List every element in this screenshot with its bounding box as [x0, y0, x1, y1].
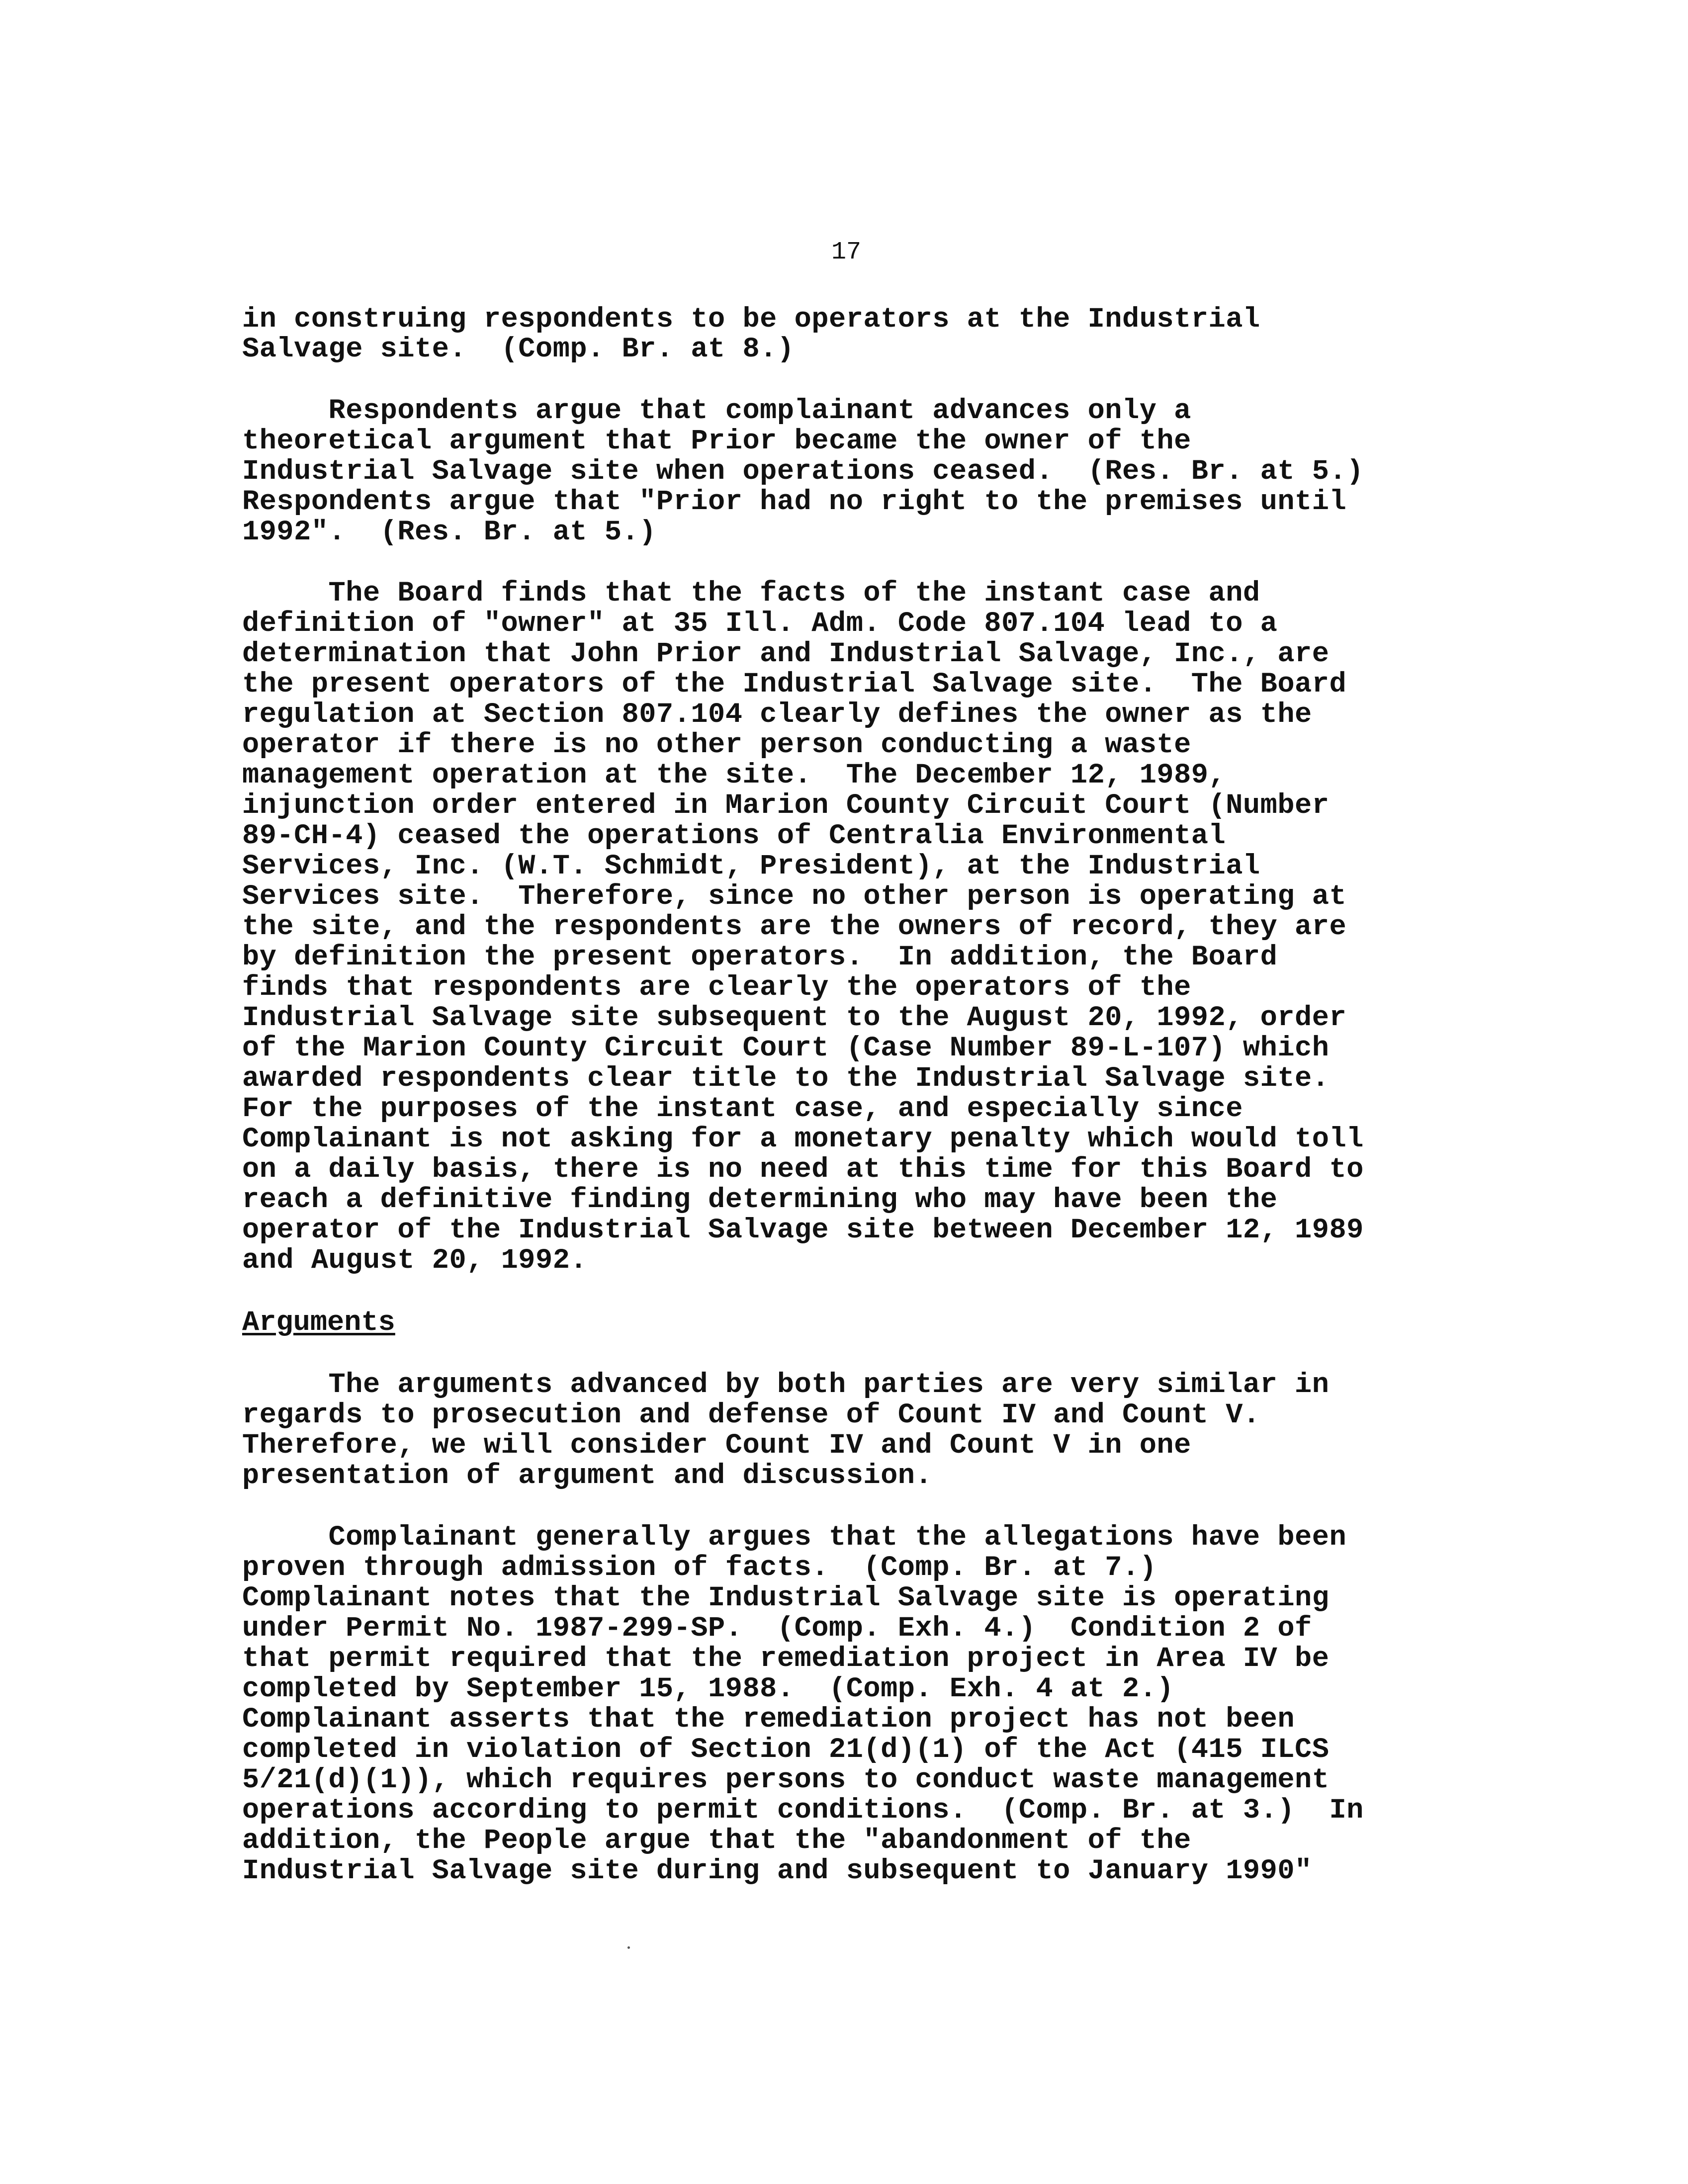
text-line: operator if there is no other person conducting a waste: [242, 729, 1191, 761]
text-line: injunction order entered in Marion County Circuit Court (Number: [242, 790, 1330, 822]
text-line: 5/21(d)(1)), which requires persons to conduct waste management: [242, 1764, 1330, 1796]
text-line: The arguments advanced by both parties are very similar in: [242, 1369, 1330, 1401]
text-line: reach a definitive finding determining who may have been the: [242, 1184, 1278, 1216]
text-line: theoretical argument that Prior became the owner of the: [242, 426, 1191, 457]
text-line: Services, Inc. (W.T. Schmidt, President), at the Industrial: [242, 851, 1260, 882]
text-line: Respondents argue that "Prior had no right to the premises until: [242, 486, 1347, 518]
text-line: the present operators of the Industrial Salvage site. The Board: [242, 669, 1347, 700]
text-line: Complainant is not asking for a monetary penalty which would toll: [242, 1124, 1364, 1155]
text-line: on a daily basis, there is no need at this time for this Board to: [242, 1154, 1364, 1186]
text-line: completed in violation of Section 21(d)(1) of the Act (415 ILCS: [242, 1734, 1330, 1766]
text-line: and August 20, 1992.: [242, 1245, 588, 1277]
text-line: presentation of argument and discussion.: [242, 1460, 933, 1492]
text-line: Industrial Salvage site during and subsequent to January 1990": [242, 1855, 1312, 1887]
text-line: addition, the People argue that the "abandonment of the: [242, 1825, 1191, 1857]
text-line: 89-CH-4) ceased the operations of Centralia Environmental: [242, 820, 1226, 852]
text-line: under Permit No. 1987-299-SP. (Comp. Exh. 4.) Condition 2 of: [242, 1613, 1312, 1645]
text-line: Industrial Salvage site subsequent to the August 20, 1992, order: [242, 1002, 1347, 1034]
text-line: Complainant generally argues that the allegations have been: [242, 1522, 1347, 1554]
text-line: definition of "owner" at 35 Ill. Adm. Code 807.104 lead to a: [242, 608, 1278, 640]
text-line: completed by September 15, 1988. (Comp. Exh. 4 at 2.): [242, 1673, 1174, 1705]
text-line: Complainant notes that the Industrial Salvage site is operating: [242, 1582, 1330, 1614]
text-line: operator of the Industrial Salvage site between December 12, 1989: [242, 1215, 1364, 1246]
text-line: management operation at the site. The December 12, 1989,: [242, 760, 1226, 791]
text-line: regards to prosecution and defense of Count IV and Count V.: [242, 1399, 1260, 1431]
text-line: awarded respondents clear title to the Industrial Salvage site.: [242, 1063, 1330, 1095]
text-line: Services site. Therefore, since no other person is operating at: [242, 881, 1347, 913]
text-line: operations according to permit conditions. (Comp. Br. at 3.) In: [242, 1795, 1364, 1827]
scan-speck: [627, 1946, 630, 1949]
text-line: by definition the present operators. In addition, the Board: [242, 942, 1278, 973]
text-line: Therefore, we will consider Count IV and Count V in one: [242, 1430, 1191, 1462]
text-line: Complainant asserts that the remediation project has not been: [242, 1704, 1295, 1736]
text-line: Industrial Salvage site when operations ceased. (Res. Br. at 5.): [242, 456, 1364, 488]
text-line: The Board finds that the facts of the instant case and: [242, 578, 1260, 610]
text-line: that permit required that the remediation project in Area IV be: [242, 1643, 1330, 1675]
text-line: Respondents argue that complainant advances only a: [242, 395, 1191, 427]
text-line: regulation at Section 807.104 clearly defines the owner as the: [242, 699, 1312, 731]
text-line: determination that John Prior and Industrial Salvage, Inc., are: [242, 638, 1330, 670]
text-line: For the purposes of the instant case, and especially since: [242, 1093, 1243, 1125]
text-line: in construing respondents to be operators at the Industrial: [242, 304, 1260, 336]
text-line: of the Marion County Circuit Court (Case Number 89-L-107) which: [242, 1033, 1330, 1064]
section-heading-arguments: Arguments: [242, 1307, 395, 1339]
text-line: 1992". (Res. Br. at 5.): [242, 517, 656, 548]
text-line: proven through admission of facts. (Comp. Br. at 7.): [242, 1552, 1157, 1584]
text-line: Salvage site. (Comp. Br. at 8.): [242, 334, 795, 365]
text-line: the site, and the respondents are the owners of record, they are: [242, 911, 1347, 943]
text-line: finds that respondents are clearly the operators of the: [242, 972, 1191, 1004]
page-number: 17: [831, 238, 862, 266]
